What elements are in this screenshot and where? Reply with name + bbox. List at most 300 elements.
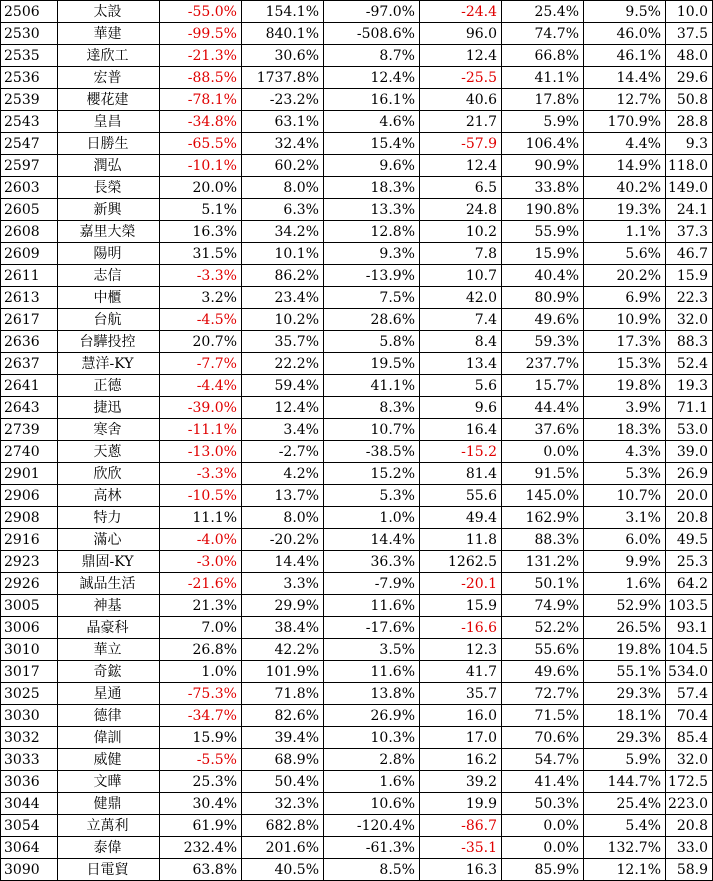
col-7-cell: 90.9%: [502, 155, 584, 177]
col-9-cell: 24.1: [666, 199, 713, 221]
col-3-cell: -21.6%: [160, 573, 242, 595]
col-6-cell: 42.0: [420, 287, 502, 309]
col-8-cell: 29.3%: [584, 683, 666, 705]
table-row: [1, 111, 713, 133]
stock-code-cell: 2613: [1, 287, 58, 309]
col-8-cell: 6.9%: [584, 287, 666, 309]
col-3-cell: -3.0%: [160, 551, 242, 573]
col-9-cell: 22.3: [666, 287, 713, 309]
col-8-cell: 19.8%: [584, 375, 666, 397]
col-9-cell: 534.0: [666, 661, 713, 683]
stock-code-cell: 3025: [1, 683, 58, 705]
col-7-cell: 49.6%: [502, 309, 584, 331]
col-4-cell: 201.6%: [242, 837, 324, 859]
col-4-cell: 1737.8%: [242, 67, 324, 89]
stock-name-cell: 日電貿: [58, 859, 160, 881]
col-6-cell: 81.4: [420, 463, 502, 485]
stock-code-cell: 2609: [1, 243, 58, 265]
col-3-cell: -99.5%: [160, 23, 242, 45]
col-7-cell: 50.1%: [502, 573, 584, 595]
col-8-cell: 3.1%: [584, 507, 666, 529]
stock-code-cell: 2739: [1, 419, 58, 441]
col-8-cell: 19.3%: [584, 199, 666, 221]
col-3-cell: 232.4%: [160, 837, 242, 859]
col-4-cell: 3.3%: [242, 573, 324, 595]
table-row: [1, 749, 713, 771]
stock-name-cell: 特力: [58, 507, 160, 529]
table-row: [1, 617, 713, 639]
col-8-cell: 20.2%: [584, 265, 666, 287]
col-3-cell: -88.5%: [160, 67, 242, 89]
col-3-cell: 15.9%: [160, 727, 242, 749]
col-5-cell: 11.6%: [324, 661, 420, 683]
col-6-cell: 21.7: [420, 111, 502, 133]
col-4-cell: -20.2%: [242, 529, 324, 551]
col-4-cell: 63.1%: [242, 111, 324, 133]
col-5-cell: 8.7%: [324, 45, 420, 67]
table-row: [1, 419, 713, 441]
col-9-cell: 57.4: [666, 683, 713, 705]
col-5-cell: -17.6%: [324, 617, 420, 639]
col-6-cell: -16.6: [420, 617, 502, 639]
table-row: [1, 837, 713, 859]
stock-name-cell: 華立: [58, 639, 160, 661]
col-6-cell: 16.3: [420, 859, 502, 881]
col-5-cell: 10.3%: [324, 727, 420, 749]
col-3-cell: -39.0%: [160, 397, 242, 419]
table-row: [1, 89, 713, 111]
col-6-cell: -35.1: [420, 837, 502, 859]
col-7-cell: 49.6%: [502, 661, 584, 683]
col-9-cell: 118.0: [666, 155, 713, 177]
col-9-cell: 52.4: [666, 353, 713, 375]
col-3-cell: 21.3%: [160, 595, 242, 617]
stock-name-cell: 台驊投控: [58, 331, 160, 353]
stock-code-cell: 2906: [1, 485, 58, 507]
col-3-cell: 31.5%: [160, 243, 242, 265]
col-5-cell: 2.8%: [324, 749, 420, 771]
stock-code-cell: 2547: [1, 133, 58, 155]
col-8-cell: 9.9%: [584, 551, 666, 573]
col-6-cell: 6.5: [420, 177, 502, 199]
col-9-cell: 85.4: [666, 727, 713, 749]
stock-code-cell: 2603: [1, 177, 58, 199]
col-8-cell: 55.1%: [584, 661, 666, 683]
col-9-cell: 71.1: [666, 397, 713, 419]
col-6-cell: 8.4: [420, 331, 502, 353]
col-6-cell: 12.3: [420, 639, 502, 661]
col-7-cell: 55.6%: [502, 639, 584, 661]
table-row: [1, 331, 713, 353]
col-9-cell: 20.8: [666, 815, 713, 837]
col-9-cell: 104.5: [666, 639, 713, 661]
col-3-cell: -5.5%: [160, 749, 242, 771]
stock-name-cell: 長榮: [58, 177, 160, 199]
col-5-cell: 15.4%: [324, 133, 420, 155]
stock-name-cell: 德律: [58, 705, 160, 727]
col-4-cell: 30.6%: [242, 45, 324, 67]
col-6-cell: 17.0: [420, 727, 502, 749]
col-7-cell: 70.6%: [502, 727, 584, 749]
col-8-cell: 18.1%: [584, 705, 666, 727]
stock-name-cell: 寒舍: [58, 419, 160, 441]
col-4-cell: 29.9%: [242, 595, 324, 617]
col-6-cell: 15.9: [420, 595, 502, 617]
col-8-cell: 10.7%: [584, 485, 666, 507]
col-9-cell: 37.3: [666, 221, 713, 243]
stock-name-cell: 偉訓: [58, 727, 160, 749]
col-8-cell: 14.9%: [584, 155, 666, 177]
table-row: [1, 155, 713, 177]
col-5-cell: 41.1%: [324, 375, 420, 397]
col-4-cell: 3.4%: [242, 419, 324, 441]
col-3-cell: 25.3%: [160, 771, 242, 793]
stock-code-cell: 2605: [1, 199, 58, 221]
col-6-cell: 16.0: [420, 705, 502, 727]
col-3-cell: 26.8%: [160, 639, 242, 661]
col-3-cell: 11.1%: [160, 507, 242, 529]
col-5-cell: 12.4%: [324, 67, 420, 89]
stock-name-cell: 皇昌: [58, 111, 160, 133]
stock-name-cell: 星通: [58, 683, 160, 705]
stock-name-cell: 高林: [58, 485, 160, 507]
stock-name-cell: 鼎固-KY: [58, 551, 160, 573]
col-7-cell: 59.3%: [502, 331, 584, 353]
col-9-cell: 48.0: [666, 45, 713, 67]
col-3-cell: 30.4%: [160, 793, 242, 815]
stock-name-cell: 威健: [58, 749, 160, 771]
col-9-cell: 49.5: [666, 529, 713, 551]
stock-code-cell: 2608: [1, 221, 58, 243]
col-8-cell: 17.3%: [584, 331, 666, 353]
col-3-cell: 5.1%: [160, 199, 242, 221]
table-row: [1, 243, 713, 265]
col-7-cell: 131.2%: [502, 551, 584, 573]
col-7-cell: 85.9%: [502, 859, 584, 881]
stock-name-cell: 達欣工: [58, 45, 160, 67]
stock-name-cell: 正德: [58, 375, 160, 397]
col-9-cell: 88.3: [666, 331, 713, 353]
col-8-cell: 5.3%: [584, 463, 666, 485]
col-9-cell: 64.2: [666, 573, 713, 595]
col-9-cell: 103.5: [666, 595, 713, 617]
col-7-cell: 72.7%: [502, 683, 584, 705]
col-6-cell: 7.8: [420, 243, 502, 265]
stock-code-cell: 3017: [1, 661, 58, 683]
col-4-cell: -2.7%: [242, 441, 324, 463]
col-8-cell: 5.6%: [584, 243, 666, 265]
stock-code-cell: 3006: [1, 617, 58, 639]
col-4-cell: 35.7%: [242, 331, 324, 353]
col-9-cell: 28.8: [666, 111, 713, 133]
stock-code-cell: 3054: [1, 815, 58, 837]
stock-code-cell: 2539: [1, 89, 58, 111]
col-8-cell: 40.2%: [584, 177, 666, 199]
col-3-cell: -11.1%: [160, 419, 242, 441]
col-3-cell: -4.0%: [160, 529, 242, 551]
stock-code-cell: 2506: [1, 1, 58, 23]
table-row: [1, 177, 713, 199]
col-4-cell: 38.4%: [242, 617, 324, 639]
col-5-cell: 28.6%: [324, 309, 420, 331]
table-row: [1, 595, 713, 617]
col-7-cell: 80.9%: [502, 287, 584, 309]
stock-code-cell: 2740: [1, 441, 58, 463]
col-8-cell: 9.5%: [584, 1, 666, 23]
col-5-cell: 26.9%: [324, 705, 420, 727]
col-5-cell: 13.3%: [324, 199, 420, 221]
col-7-cell: 74.9%: [502, 595, 584, 617]
col-6-cell: 40.6: [420, 89, 502, 111]
col-5-cell: -7.9%: [324, 573, 420, 595]
col-8-cell: 1.6%: [584, 573, 666, 595]
col-6-cell: 5.6: [420, 375, 502, 397]
stock-name-cell: 志信: [58, 265, 160, 287]
col-6-cell: -86.7: [420, 815, 502, 837]
col-4-cell: 13.7%: [242, 485, 324, 507]
col-8-cell: 25.4%: [584, 793, 666, 815]
col-4-cell: 86.2%: [242, 265, 324, 287]
table-row: [1, 265, 713, 287]
col-6-cell: 16.4: [420, 419, 502, 441]
col-5-cell: -13.9%: [324, 265, 420, 287]
col-8-cell: 19.8%: [584, 639, 666, 661]
col-7-cell: 52.2%: [502, 617, 584, 639]
stock-name-cell: 立萬利: [58, 815, 160, 837]
col-5-cell: 18.3%: [324, 177, 420, 199]
stock-code-cell: 2641: [1, 375, 58, 397]
stock-code-cell: 2923: [1, 551, 58, 573]
stock-name-cell: 櫻花建: [58, 89, 160, 111]
col-9-cell: 20.0: [666, 485, 713, 507]
col-3-cell: -55.0%: [160, 1, 242, 23]
col-3-cell: -10.1%: [160, 155, 242, 177]
col-5-cell: 9.6%: [324, 155, 420, 177]
col-9-cell: 58.9: [666, 859, 713, 881]
stock-name-cell: 中櫃: [58, 287, 160, 309]
col-6-cell: 16.2: [420, 749, 502, 771]
col-4-cell: 59.4%: [242, 375, 324, 397]
col-6-cell: 10.2: [420, 221, 502, 243]
col-3-cell: -21.3%: [160, 45, 242, 67]
col-8-cell: 5.9%: [584, 749, 666, 771]
col-9-cell: 172.5: [666, 771, 713, 793]
col-5-cell: -120.4%: [324, 815, 420, 837]
col-6-cell: 12.4: [420, 155, 502, 177]
col-7-cell: 106.4%: [502, 133, 584, 155]
table-row: [1, 507, 713, 529]
stock-name-cell: 誠品生活: [58, 573, 160, 595]
stock-name-cell: 文曄: [58, 771, 160, 793]
col-9-cell: 32.0: [666, 749, 713, 771]
table-row: [1, 551, 713, 573]
col-6-cell: 49.4: [420, 507, 502, 529]
col-8-cell: 3.9%: [584, 397, 666, 419]
stock-name-cell: 華建: [58, 23, 160, 45]
col-4-cell: 82.6%: [242, 705, 324, 727]
col-4-cell: 22.2%: [242, 353, 324, 375]
stock-name-cell: 欣欣: [58, 463, 160, 485]
table-row: [1, 485, 713, 507]
col-4-cell: 12.4%: [242, 397, 324, 419]
col-8-cell: 1.1%: [584, 221, 666, 243]
table-row: [1, 639, 713, 661]
col-3-cell: 63.8%: [160, 859, 242, 881]
col-5-cell: 11.6%: [324, 595, 420, 617]
stock-code-cell: 2636: [1, 331, 58, 353]
table-row: [1, 661, 713, 683]
col-5-cell: -38.5%: [324, 441, 420, 463]
table-row: [1, 309, 713, 331]
table-row: [1, 859, 713, 881]
table-row: [1, 67, 713, 89]
col-5-cell: 1.6%: [324, 771, 420, 793]
col-4-cell: 42.2%: [242, 639, 324, 661]
col-9-cell: 70.4: [666, 705, 713, 727]
col-5-cell: 12.8%: [324, 221, 420, 243]
col-8-cell: 46.1%: [584, 45, 666, 67]
col-5-cell: 19.5%: [324, 353, 420, 375]
col-4-cell: 10.2%: [242, 309, 324, 331]
col-4-cell: 32.3%: [242, 793, 324, 815]
col-3-cell: -10.5%: [160, 485, 242, 507]
col-7-cell: 0.0%: [502, 815, 584, 837]
col-3-cell: -4.4%: [160, 375, 242, 397]
col-4-cell: 154.1%: [242, 1, 324, 23]
col-4-cell: 50.4%: [242, 771, 324, 793]
stock-code-cell: 2916: [1, 529, 58, 551]
col-7-cell: 37.6%: [502, 419, 584, 441]
stock-code-cell: 2926: [1, 573, 58, 595]
col-6-cell: 12.4: [420, 45, 502, 67]
col-3-cell: -78.1%: [160, 89, 242, 111]
col-9-cell: 50.8: [666, 89, 713, 111]
stock-name-cell: 泰偉: [58, 837, 160, 859]
table-row: [1, 221, 713, 243]
col-9-cell: 33.0: [666, 837, 713, 859]
col-6-cell: -20.1: [420, 573, 502, 595]
col-6-cell: 9.6: [420, 397, 502, 419]
col-5-cell: -508.6%: [324, 23, 420, 45]
col-5-cell: 5.3%: [324, 485, 420, 507]
col-8-cell: 6.0%: [584, 529, 666, 551]
stock-code-cell: 3090: [1, 859, 58, 881]
col-6-cell: 7.4: [420, 309, 502, 331]
col-6-cell: 10.7: [420, 265, 502, 287]
col-5-cell: 5.8%: [324, 331, 420, 353]
stock-name-cell: 台航: [58, 309, 160, 331]
col-4-cell: 682.8%: [242, 815, 324, 837]
col-6-cell: 41.7: [420, 661, 502, 683]
table-row: [1, 441, 713, 463]
col-3-cell: -3.3%: [160, 463, 242, 485]
table-row: [1, 375, 713, 397]
col-7-cell: 44.4%: [502, 397, 584, 419]
col-3-cell: 7.0%: [160, 617, 242, 639]
col-4-cell: 39.4%: [242, 727, 324, 749]
col-4-cell: 4.2%: [242, 463, 324, 485]
col-3-cell: -3.3%: [160, 265, 242, 287]
table-row: [1, 705, 713, 727]
col-7-cell: 71.5%: [502, 705, 584, 727]
col-4-cell: 101.9%: [242, 661, 324, 683]
col-3-cell: 20.0%: [160, 177, 242, 199]
table-row: [1, 463, 713, 485]
col-9-cell: 25.3: [666, 551, 713, 573]
col-7-cell: 145.0%: [502, 485, 584, 507]
stock-code-cell: 3033: [1, 749, 58, 771]
stock-name-cell: 晶豪科: [58, 617, 160, 639]
col-3-cell: 3.2%: [160, 287, 242, 309]
col-3-cell: -34.7%: [160, 705, 242, 727]
stock-name-cell: 天蔥: [58, 441, 160, 463]
stock-name-cell: 滿心: [58, 529, 160, 551]
col-7-cell: 54.7%: [502, 749, 584, 771]
col-8-cell: 4.3%: [584, 441, 666, 463]
col-7-cell: 88.3%: [502, 529, 584, 551]
col-5-cell: 3.5%: [324, 639, 420, 661]
col-8-cell: 14.4%: [584, 67, 666, 89]
col-5-cell: 7.5%: [324, 287, 420, 309]
table-body: [1, 1, 713, 881]
col-9-cell: 46.7: [666, 243, 713, 265]
table-row: [1, 815, 713, 837]
col-4-cell: 60.2%: [242, 155, 324, 177]
col-6-cell: 39.2: [420, 771, 502, 793]
col-7-cell: 162.9%: [502, 507, 584, 529]
stock-code-cell: 2535: [1, 45, 58, 67]
col-3-cell: -4.5%: [160, 309, 242, 331]
table-row: [1, 771, 713, 793]
col-7-cell: 41.1%: [502, 67, 584, 89]
col-9-cell: 37.5: [666, 23, 713, 45]
col-4-cell: 40.5%: [242, 859, 324, 881]
col-5-cell: -97.0%: [324, 1, 420, 23]
col-8-cell: 15.3%: [584, 353, 666, 375]
col-5-cell: 14.4%: [324, 529, 420, 551]
stock-name-cell: 太設: [58, 1, 160, 23]
col-6-cell: -24.4: [420, 1, 502, 23]
stock-name-cell: 陽明: [58, 243, 160, 265]
col-8-cell: 4.4%: [584, 133, 666, 155]
col-7-cell: 66.8%: [502, 45, 584, 67]
stock-name-cell: 嘉里大榮: [58, 221, 160, 243]
col-6-cell: 13.4: [420, 353, 502, 375]
col-6-cell: 11.8: [420, 529, 502, 551]
stock-code-cell: 3036: [1, 771, 58, 793]
col-9-cell: 15.9: [666, 265, 713, 287]
col-7-cell: 17.8%: [502, 89, 584, 111]
col-4-cell: 32.4%: [242, 133, 324, 155]
col-7-cell: 40.4%: [502, 265, 584, 287]
col-9-cell: 26.9: [666, 463, 713, 485]
col-4-cell: 23.4%: [242, 287, 324, 309]
col-7-cell: 25.4%: [502, 1, 584, 23]
col-3-cell: 16.3%: [160, 221, 242, 243]
table-row: [1, 727, 713, 749]
col-7-cell: 55.9%: [502, 221, 584, 243]
col-3-cell: -34.8%: [160, 111, 242, 133]
col-5-cell: 8.3%: [324, 397, 420, 419]
table-row: [1, 23, 713, 45]
col-4-cell: 71.8%: [242, 683, 324, 705]
col-8-cell: 170.9%: [584, 111, 666, 133]
col-7-cell: 15.9%: [502, 243, 584, 265]
table-row: [1, 573, 713, 595]
col-7-cell: 74.7%: [502, 23, 584, 45]
col-9-cell: 39.0: [666, 441, 713, 463]
stock-name-cell: 日勝生: [58, 133, 160, 155]
